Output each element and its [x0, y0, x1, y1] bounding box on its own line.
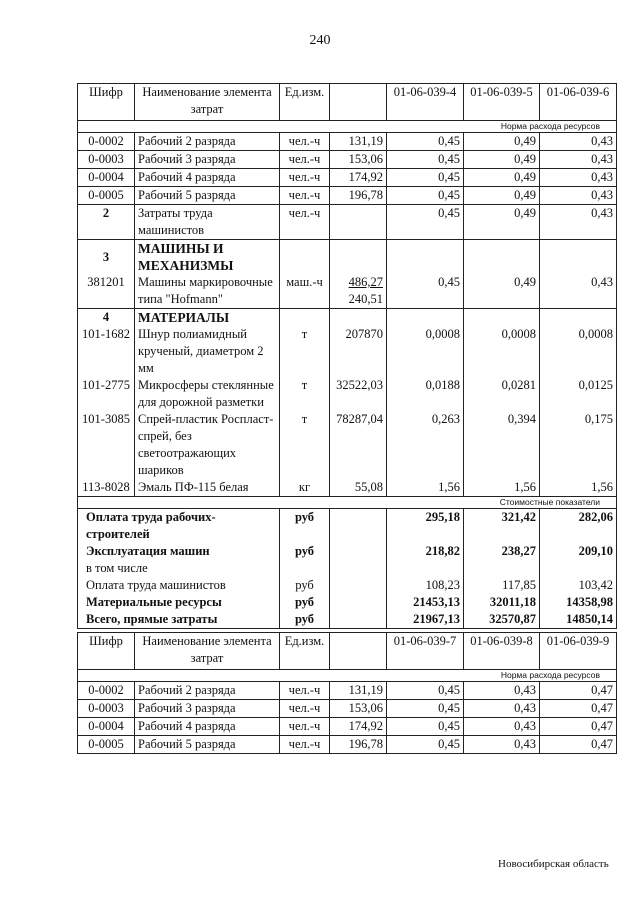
cell-value: 1,56: [464, 479, 540, 497]
cell-code: 0-0005: [78, 736, 135, 754]
cell-name: Рабочий 5 разряда: [135, 736, 280, 754]
cell-value: 0,45: [387, 151, 464, 169]
cell-code: 101-3085: [78, 411, 135, 479]
col-header: 01-06-039-7: [387, 633, 464, 670]
table-row: [78, 169, 617, 187]
page-number: 240: [309, 33, 331, 48]
cell-code: 0-0004: [78, 718, 135, 736]
col-unit-header: Ед.изм.: [280, 633, 330, 670]
cell-value: 0,175: [540, 411, 617, 479]
cell-value: 0,43: [464, 682, 540, 700]
col-header: 01-06-039-9: [540, 633, 617, 670]
cell-unit: чел.-ч: [280, 187, 330, 205]
cell-name: Рабочий 2 разряда: [135, 682, 280, 700]
cell-price: 174,92: [330, 718, 387, 736]
cell-value: 1,56: [387, 479, 464, 497]
cell-price: 55,08: [330, 479, 387, 497]
table-header: [78, 633, 617, 670]
cell-value: 0,43: [540, 169, 617, 187]
cell-name: Рабочий 3 разряда: [135, 151, 280, 169]
cell-value: 0,43: [464, 700, 540, 718]
cell-name: Рабочий 4 разряда: [135, 169, 280, 187]
col-code-header: Шифр: [78, 84, 135, 121]
table-row: [78, 326, 617, 377]
table-row: [78, 718, 617, 736]
resource-table-1: [77, 83, 617, 629]
cell-unit: чел.-ч: [280, 700, 330, 718]
table-row: [78, 187, 617, 205]
cell-value: 0,45: [387, 700, 464, 718]
cell-value: 0,0281: [464, 377, 540, 411]
col-header: 01-06-039-6: [540, 84, 617, 121]
cell-unit: т: [280, 377, 330, 411]
cell-value: 0,0008: [464, 326, 540, 377]
col-header: 01-06-039-4: [387, 84, 464, 121]
col-price-header: [330, 633, 387, 670]
cell-code: 0-0004: [78, 169, 135, 187]
cell-value: 0,45: [387, 187, 464, 205]
cell-name: Рабочий 3 разряда: [135, 700, 280, 718]
norm-row: [78, 670, 617, 682]
cell-name: Эмаль ПФ-115 белая: [135, 479, 280, 497]
cell-value: 0,43: [540, 133, 617, 151]
cell-value: 0,0008: [387, 326, 464, 377]
col-header: 01-06-039-8: [464, 633, 540, 670]
table-row: [78, 682, 617, 700]
cell-value: 0,45: [387, 718, 464, 736]
cell-value: 0,43: [464, 718, 540, 736]
cell-price: 196,78: [330, 736, 387, 754]
cell-value: 0,47: [540, 718, 617, 736]
cell-unit: кг: [280, 479, 330, 497]
section-row: 4 МАТЕРИАЛЫ: [78, 309, 617, 327]
table-row: 2 Затраты труда машинистов чел.-ч 0,45 0,49 0,43: [78, 205, 617, 240]
cell-value: 0,47: [540, 682, 617, 700]
cell-unit: т: [280, 326, 330, 377]
total-row: Оплата труда машинистов руб 108,23 117,85 103,42: [78, 577, 617, 594]
norm-label: Норма расхода ресурсов: [78, 670, 617, 682]
col-name-header: Наименование элемента затрат: [135, 84, 280, 121]
cell-value: 0,0125: [540, 377, 617, 411]
cell-value: 0,49: [464, 151, 540, 169]
cell-code: 113-8028: [78, 479, 135, 497]
cell-code: 0-0005: [78, 187, 135, 205]
cell-price: 153,06: [330, 700, 387, 718]
cell-unit: чел.-ч: [280, 151, 330, 169]
cell-price: 78287,04: [330, 411, 387, 479]
cell-unit: т: [280, 411, 330, 479]
norm-label: Норма расхода ресурсов: [78, 121, 617, 133]
table-row: [78, 479, 617, 497]
table-row: [78, 411, 617, 479]
cell-price: 153,06: [330, 151, 387, 169]
cell-name: Шнур полиамидный крученый, диаметром 2 мм: [135, 326, 280, 377]
cell-price: 174,92: [330, 169, 387, 187]
section-row: 3 МАШИНЫ И МЕХАНИЗМЫ: [78, 240, 617, 275]
cell-value: 0,49: [464, 133, 540, 151]
cell-value: 0,47: [540, 736, 617, 754]
cell-unit: чел.-ч: [280, 718, 330, 736]
norm-row: [78, 121, 617, 133]
cell-value: 0,263: [387, 411, 464, 479]
cell-value: 0,49: [464, 169, 540, 187]
cell-name: Рабочий 2 разряда: [135, 133, 280, 151]
cell-unit: чел.-ч: [280, 682, 330, 700]
cell-code: 0-0002: [78, 682, 135, 700]
cell-value: 0,43: [464, 736, 540, 754]
cell-value: 0,45: [387, 133, 464, 151]
cell-price: 131,19: [330, 682, 387, 700]
total-row: Эксплуатация машин в том числе руб 218,82 238,27 209,10: [78, 543, 617, 577]
cell-name: Рабочий 4 разряда: [135, 718, 280, 736]
table-header: [78, 84, 617, 121]
cell-value: 0,394: [464, 411, 540, 479]
cell-unit: чел.-ч: [280, 133, 330, 151]
total-row: Всего, прямые затраты руб 21967,13 32570,87 14850,14: [78, 611, 617, 629]
cell-value: 0,43: [540, 187, 617, 205]
cell-unit: чел.-ч: [280, 736, 330, 754]
table-row: [78, 736, 617, 754]
total-row: Оплата труда рабочих- строителей руб 295,18 321,42 282,06: [78, 509, 617, 544]
table-row: [78, 151, 617, 169]
table-row: [78, 700, 617, 718]
cost-row: [78, 497, 617, 509]
cell-value: 0,45: [387, 682, 464, 700]
cell-code: 101-2775: [78, 377, 135, 411]
cell-code: 101-1682: [78, 326, 135, 377]
cell-value: 0,45: [387, 736, 464, 754]
cost-label: Стоимостные показатели: [78, 497, 617, 509]
cell-code: 0-0002: [78, 133, 135, 151]
cell-value: 0,43: [540, 151, 617, 169]
cell-code: 0-0003: [78, 700, 135, 718]
cell-price: 207870: [330, 326, 387, 377]
cell-price: 131,19: [330, 133, 387, 151]
cell-name: Рабочий 5 разряда: [135, 187, 280, 205]
cell-value: 0,45: [387, 169, 464, 187]
col-header: 01-06-039-5: [464, 84, 540, 121]
cell-name: Микросферы стеклянные для дорожной разметки: [135, 377, 280, 411]
cell-value: 0,49: [464, 187, 540, 205]
cell-value: 1,56: [540, 479, 617, 497]
cell-name: Спрей-пластик Роспласт- спрей, без светоотражающих шариков: [135, 411, 280, 479]
cell-price: 32522,03: [330, 377, 387, 411]
col-name-header: Наименование элемента затрат: [135, 633, 280, 670]
cell-unit: чел.-ч: [280, 169, 330, 187]
cell-code: 0-0003: [78, 151, 135, 169]
col-price-header: [330, 84, 387, 121]
col-unit-header: Ед.изм.: [280, 84, 330, 121]
table-row: [78, 377, 617, 411]
table-row: [78, 133, 617, 151]
cell-value: 0,0188: [387, 377, 464, 411]
total-row: Материальные ресурсы руб 21453,13 32011,18 14358,98: [78, 594, 617, 611]
resource-table-2: [77, 632, 617, 754]
region-footer: Новосибирская область: [498, 858, 609, 870]
cell-price: 196,78: [330, 187, 387, 205]
col-code-header: Шифр: [78, 633, 135, 670]
cell-value: 0,47: [540, 700, 617, 718]
cell-value: 0,0008: [540, 326, 617, 377]
table-row: 381201 Машины маркировочные типа "Hofmann" маш.-ч 486,27 240,51 0,45 0,49 0,43: [78, 274, 617, 309]
